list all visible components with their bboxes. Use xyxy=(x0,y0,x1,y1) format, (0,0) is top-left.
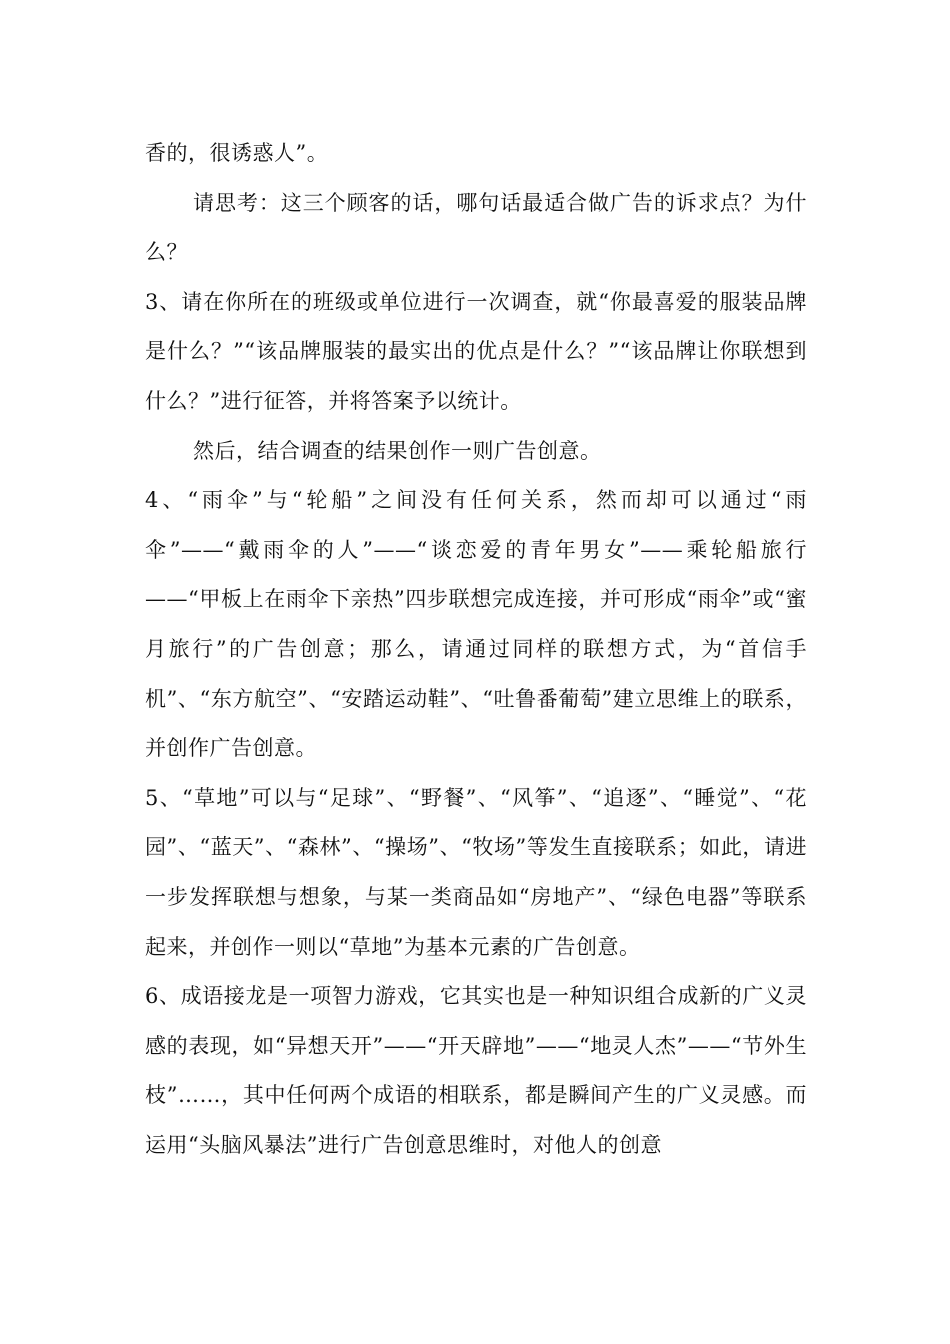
paragraph-item-3-followup: 然后，结合调查的结果创作一则广告创意。 xyxy=(193,438,602,463)
paragraph-item-6: 6、成语接龙是一项智力游戏，它其实也是一种知识组合成新的广义灵感的表现，如“异想天开”——“开天辟地”——“地灵人杰”——“节外生枝”……，其中任何两个成语的相联系，都是瞬间产生的广义灵感。而运用“头脑风暴法”进行广告创意思维时，对他人的创意 xyxy=(145,984,807,1157)
document-body xyxy=(145,129,807,1170)
paragraph-continuation: 香的，很诱惑人”。 xyxy=(145,141,329,165)
paragraph-item-3: 3、请在你所在的班级或单位进行一次调查，就“你最喜爱的服装品牌是什么？”“该品牌服装的最实出的优点是什么？”“该品牌让你联想到什么？”进行征答，并将答案予以统计。 xyxy=(145,289,807,413)
paragraph-item-5: 5、“草地”可以与“足球”、“野餐”、“风筝”、“追逐”、“睡觉”、“花园”、“蓝天”、“森林”、“操场”、“牧场”等发生直接联系；如此，请进一步发挥联想与想象，与某一类商品如“房地产”、“绿色电器”等联系起来，并创作一则以“草地”为基本元素的广告创意。 xyxy=(145,785,807,959)
paragraph-think-question: 请思考：这三个顾客的话，哪句话最适合做广告的诉求点？为什么？ xyxy=(145,190,807,265)
paragraph-item-4: 4、“雨伞”与“轮船”之间没有任何关系，然而却可以通过“雨伞”——“戴雨伞的人”——“谈恋爱的青年男女”——乘轮船旅行——“甲板上在雨伞下亲热”四步联想完成连接，并可形成“雨伞”或“蜜月旅行”的广告创意；那么，请通过同样的联想方式，为“首信手机”、“东方航空”、“安踏运动鞋”、“吐鲁番葡萄”建立思维上的联系，并创作广告创意。 xyxy=(145,488,807,761)
